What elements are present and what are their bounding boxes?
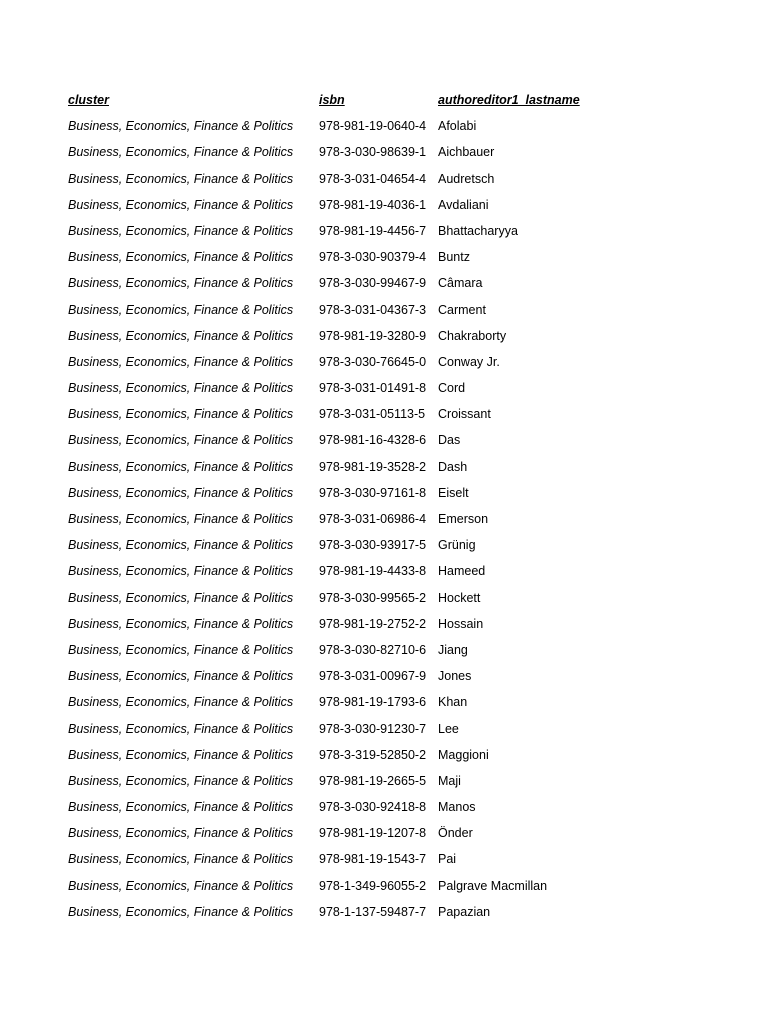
cell-isbn: 978-3-319-52850-2: [319, 747, 427, 762]
cell-isbn: 978-3-031-01491-8: [319, 381, 427, 396]
cell-isbn: 978-3-030-82710-6: [319, 642, 427, 657]
cell-isbn: 978-3-030-76645-0: [319, 354, 427, 369]
cell-isbn: 978-3-031-05113-5: [319, 407, 426, 422]
cell-isbn: 978-3-030-92418-8: [319, 800, 427, 815]
cell-cluster: Business, Economics, Finance & Politics: [68, 878, 294, 893]
table-row: [68, 142, 688, 168]
cell-cluster: Business, Economics, Finance & Politics: [68, 381, 294, 396]
cell-cluster: Business, Economics, Finance & Politics: [68, 354, 294, 369]
table-row: [68, 169, 688, 195]
cell-isbn: 978-981-16-4328-6: [319, 433, 427, 448]
header-row: [68, 90, 688, 116]
cell-author: Hameed: [438, 564, 486, 579]
table-row: [68, 823, 688, 849]
cell-isbn: 978-981-19-2665-5: [319, 773, 427, 788]
column-header-cluster: cluster: [68, 93, 109, 107]
cell-isbn: 978-3-030-99467-9: [319, 276, 427, 291]
cell-isbn: 978-981-19-1793-6: [319, 695, 427, 710]
table-row: [68, 771, 688, 797]
cell-author: Pai: [438, 852, 457, 867]
cell-author: Chakraborty: [438, 328, 507, 343]
cell-author: Manos: [438, 800, 476, 815]
cell-isbn: 978-981-19-3528-2: [319, 459, 427, 474]
table-row: [68, 378, 688, 404]
table-row: [68, 483, 688, 509]
table-row: [68, 247, 688, 273]
cell-isbn: 978-981-19-2752-2: [319, 616, 427, 631]
column-header-author: authoreditor1_lastname: [438, 93, 580, 107]
cell-author: Conway Jr.: [438, 354, 500, 369]
cell-isbn: 978-1-349-96055-2: [319, 878, 427, 893]
table-row: [68, 326, 688, 352]
table-row: [68, 509, 688, 535]
cell-isbn: 978-981-19-4456-7: [319, 223, 427, 238]
table-row: [68, 849, 688, 875]
cell-isbn: 978-3-031-04367-3: [319, 302, 427, 317]
cell-author: Dash: [438, 459, 468, 474]
cell-cluster: Business, Economics, Finance & Politics: [68, 538, 294, 553]
cell-cluster: Business, Economics, Finance & Politics: [68, 223, 294, 238]
cell-isbn: 978-3-030-97161-8: [319, 485, 427, 500]
spreadsheet-table: [68, 90, 688, 928]
cell-isbn: 978-3-030-98639-1: [319, 145, 427, 160]
cell-cluster: Business, Economics, Finance & Politics: [68, 642, 294, 657]
cell-cluster: Business, Economics, Finance & Politics: [68, 512, 294, 526]
table-row: [68, 614, 688, 640]
cell-cluster: Business, Economics, Finance & Politics: [68, 616, 294, 631]
column-header-isbn: isbn: [319, 93, 345, 107]
cell-cluster: Business, Economics, Finance & Politics: [68, 564, 294, 579]
cell-author: Aichbauer: [438, 145, 495, 160]
cell-author: Afolabi: [438, 119, 477, 134]
table-row: [68, 745, 688, 771]
cell-isbn: 978-1-137-59487-7: [319, 904, 427, 919]
cell-author: Grünig: [438, 538, 476, 553]
cell-author: Emerson: [438, 512, 489, 526]
table-row: [68, 692, 688, 718]
cell-author: Croissant: [438, 407, 491, 422]
cell-cluster: Business, Economics, Finance & Politics: [68, 695, 294, 710]
cell-author: Eiselt: [438, 485, 469, 500]
table-row: [68, 352, 688, 378]
cell-author: Lee: [438, 721, 459, 736]
cell-isbn: 978-3-031-06986-4: [319, 512, 427, 526]
cell-author: Cord: [438, 381, 466, 396]
cell-cluster: Business, Economics, Finance & Politics: [68, 250, 294, 265]
cell-isbn: 978-3-030-90379-4: [319, 250, 427, 265]
cell-cluster: Business, Economics, Finance & Politics: [68, 119, 294, 134]
cell-cluster: Business, Economics, Finance & Politics: [68, 433, 294, 448]
cell-author: Avdaliani: [438, 197, 489, 212]
cell-author: Câmara: [438, 276, 483, 291]
cell-isbn: 978-3-030-93917-5: [319, 538, 427, 553]
cell-cluster: Business, Economics, Finance & Politics: [68, 852, 294, 867]
table-row: [68, 116, 688, 142]
cell-isbn: 978-3-031-04654-4: [319, 171, 427, 186]
table-row: [68, 902, 688, 928]
cell-cluster: Business, Economics, Finance & Politics: [68, 800, 294, 815]
cell-cluster: Business, Economics, Finance & Politics: [68, 485, 294, 500]
table-row: [68, 221, 688, 247]
table-row: [68, 797, 688, 823]
table-row: [68, 195, 688, 221]
cell-cluster: Business, Economics, Finance & Politics: [68, 721, 294, 736]
cell-isbn: 978-981-19-1207-8: [319, 826, 427, 841]
table-row: [68, 876, 688, 902]
cell-cluster: Business, Economics, Finance & Politics: [68, 773, 294, 788]
table-row: [68, 588, 688, 614]
cell-author: Maji: [438, 773, 461, 788]
cell-isbn: 978-3-030-91230-7: [319, 721, 427, 736]
cell-cluster: Business, Economics, Finance & Politics: [68, 276, 294, 291]
table-body: [68, 116, 688, 928]
cell-isbn: 978-981-19-3280-9: [319, 328, 427, 343]
table-row: [68, 404, 688, 430]
cell-isbn: 978-981-19-4433-8: [319, 564, 427, 579]
cell-cluster: Business, Economics, Finance & Politics: [68, 747, 294, 762]
cell-cluster: Business, Economics, Finance & Politics: [68, 302, 294, 317]
table-row: [68, 273, 688, 299]
cell-author: Khan: [438, 695, 468, 710]
cell-cluster: Business, Economics, Finance & Politics: [68, 407, 294, 422]
table-row: [68, 535, 688, 561]
cell-cluster: Business, Economics, Finance & Politics: [68, 904, 294, 919]
table-row: [68, 430, 688, 456]
cell-author: Bhattacharyya: [438, 223, 518, 238]
cell-cluster: Business, Economics, Finance & Politics: [68, 590, 294, 605]
cell-isbn: 978-981-19-4036-1: [319, 197, 427, 212]
cell-author: Jones: [438, 669, 472, 684]
cell-cluster: Business, Economics, Finance & Politics: [68, 171, 294, 186]
cell-cluster: Business, Economics, Finance & Politics: [68, 826, 294, 841]
cell-author: Papazian: [438, 904, 491, 919]
cell-author: Önder: [438, 826, 473, 841]
cell-author: Maggioni: [438, 747, 489, 762]
cell-author: Palgrave Macmillan: [438, 878, 548, 893]
table-row: [68, 666, 688, 692]
cell-author: Hossain: [438, 616, 484, 631]
table-row: [68, 719, 688, 745]
cell-isbn: 978-3-030-99565-2: [319, 590, 427, 605]
cell-cluster: Business, Economics, Finance & Politics: [68, 328, 294, 343]
cell-author: Jiang: [438, 642, 468, 657]
cell-isbn: 978-981-19-1543-7: [319, 852, 427, 867]
cell-author: Hockett: [438, 590, 481, 605]
cell-author: Das: [438, 433, 461, 448]
cell-cluster: Business, Economics, Finance & Politics: [68, 145, 294, 160]
cell-cluster: Business, Economics, Finance & Politics: [68, 197, 294, 212]
cell-isbn: 978-3-031-00967-9: [319, 669, 427, 684]
table-row: [68, 561, 688, 587]
table-row: [68, 640, 688, 666]
cell-author: Carment: [438, 302, 486, 317]
table-row: [68, 457, 688, 483]
cell-author: Buntz: [438, 250, 470, 265]
cell-isbn: 978-981-19-0640-4: [319, 119, 427, 134]
cell-cluster: Business, Economics, Finance & Politics: [68, 459, 294, 474]
cell-cluster: Business, Economics, Finance & Politics: [68, 669, 294, 684]
table-row: [68, 300, 688, 326]
cell-author: Audretsch: [438, 171, 495, 186]
